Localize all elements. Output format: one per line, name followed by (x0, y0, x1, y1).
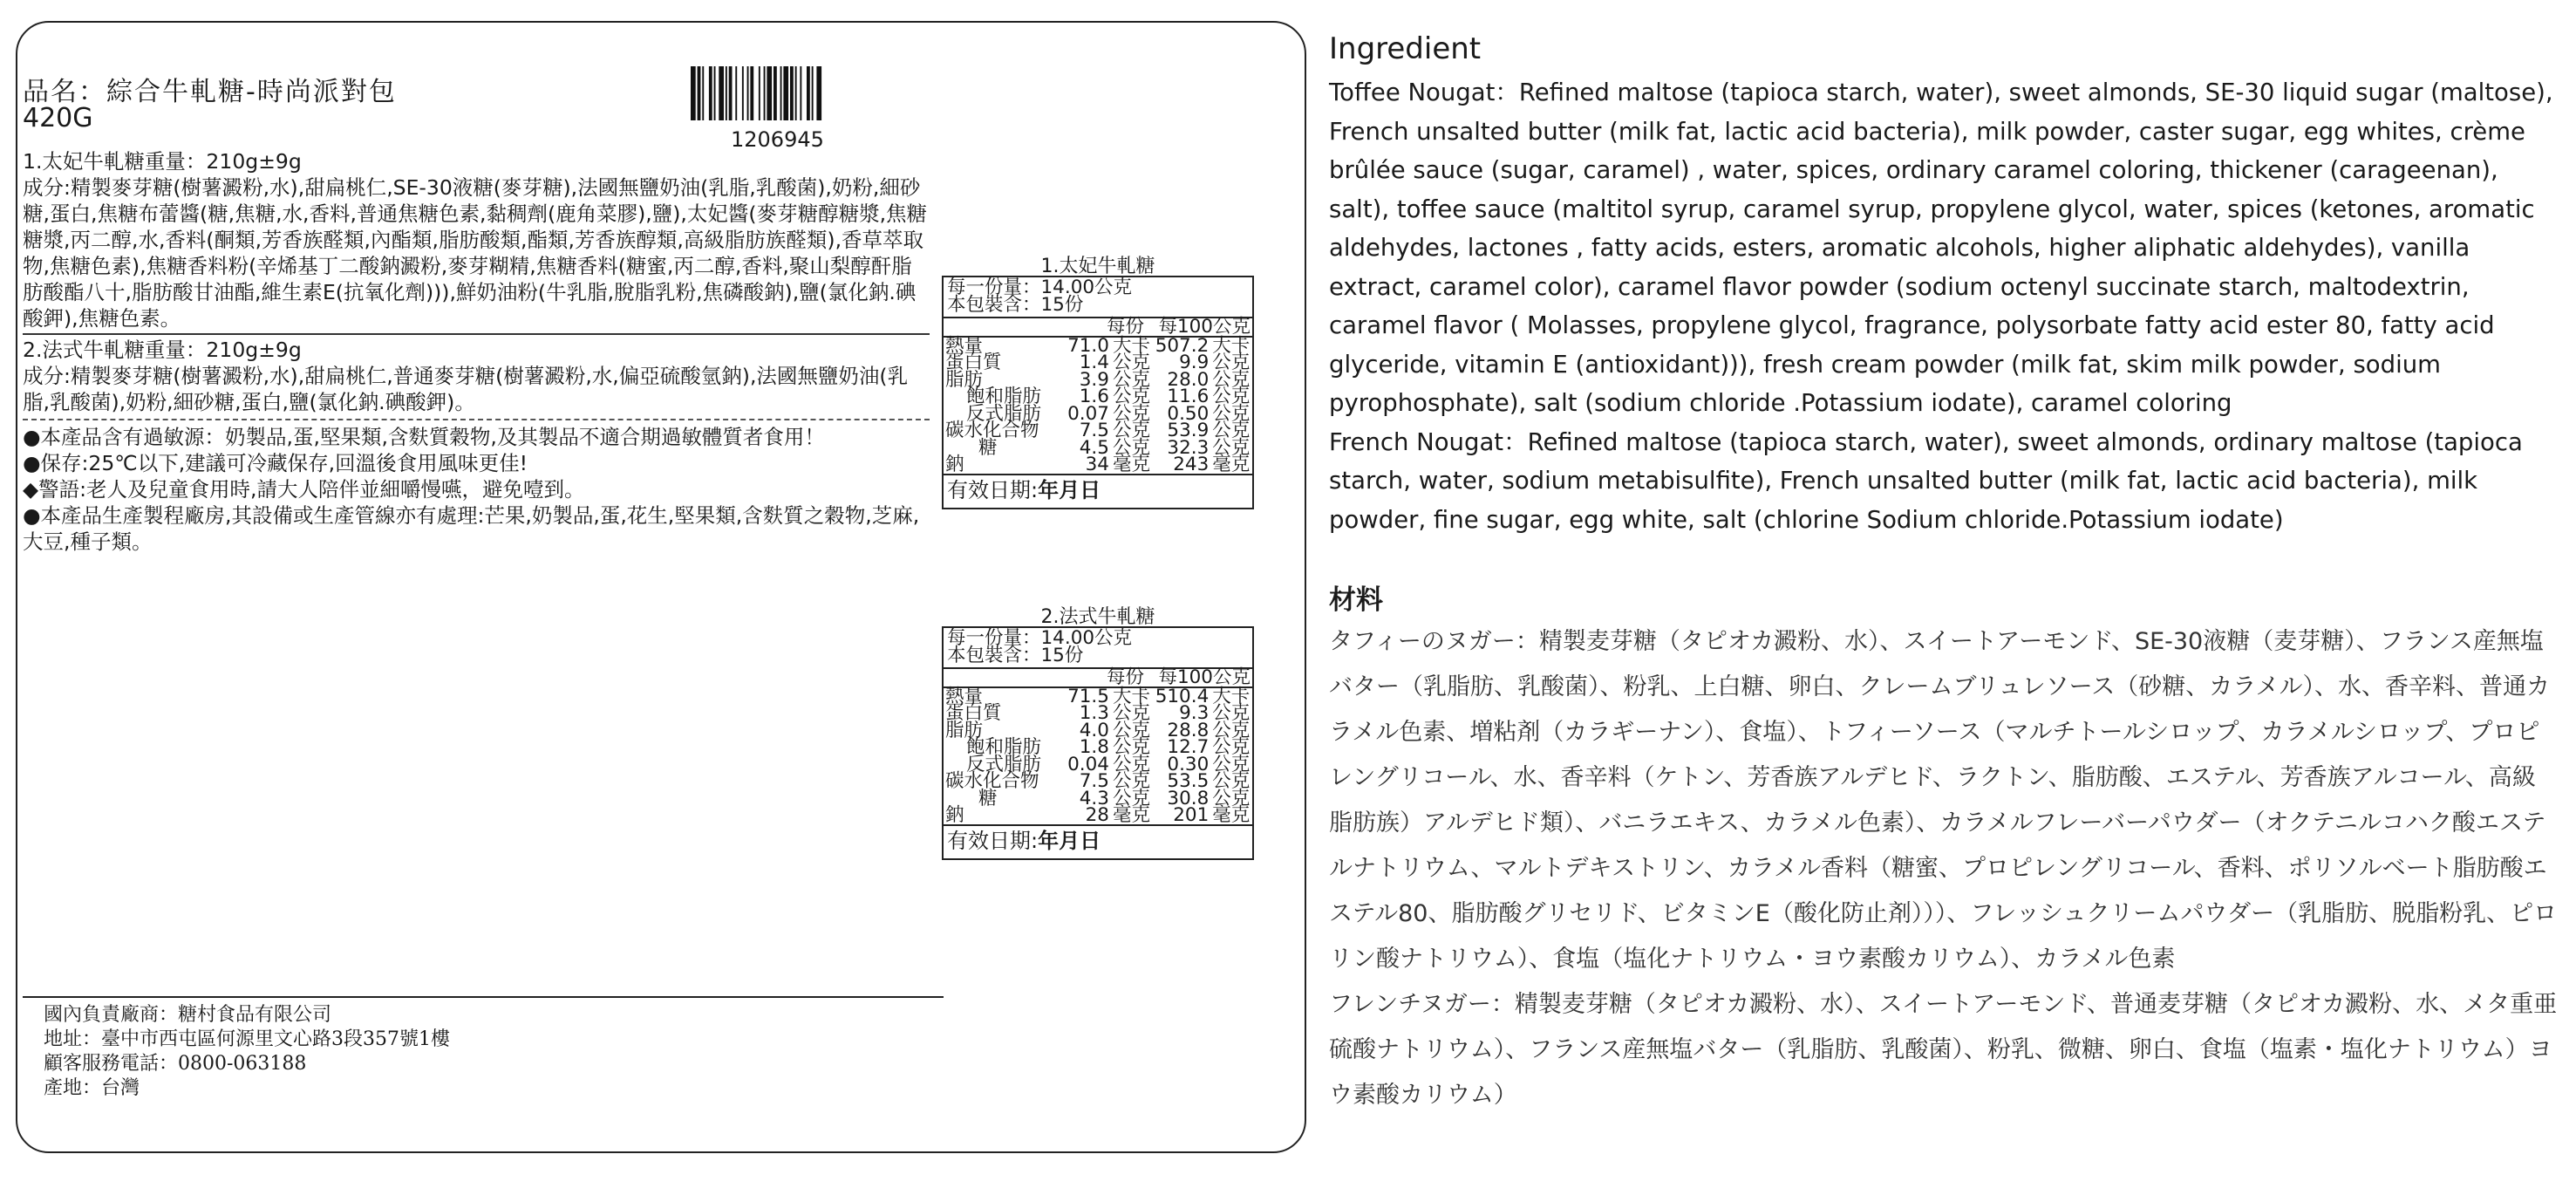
per-serving-unit: 公克 (1112, 368, 1150, 391)
barcode-bar (795, 66, 797, 120)
barcode-bar (800, 66, 801, 120)
serving-size: 每一份量：14.00公克 (947, 627, 1133, 649)
per-100g-unit: 大卡 (1212, 685, 1251, 707)
per-100g-value: 9.3 (1179, 702, 1210, 724)
per-100g-unit: 公克 (1212, 719, 1251, 741)
per-serving-value: 71.5 (1067, 685, 1109, 707)
english-ingredient-title: Ingredient (1329, 31, 1482, 66)
per-100g-value: 30.8 (1167, 787, 1210, 809)
barcode-bar (729, 66, 733, 120)
per-100g-value: 201 (1173, 804, 1210, 826)
per-serving-unit: 公克 (1112, 787, 1150, 809)
per-100g-unit: 公克 (1212, 753, 1251, 775)
nutrient-rows (944, 685, 1252, 826)
per-100g-unit: 公克 (1212, 420, 1251, 441)
nutrient-row (944, 456, 1252, 474)
nutrient-name: 碳水化合物 (945, 770, 1039, 792)
expiry-date (944, 474, 1252, 509)
factory-notice: ●本產品生產製程廠房,其設備或生產管線亦有處理:芒果,奶製品,蛋,花生,堅果類,含麩質之穀物,芝麻,大豆,種子類。 (23, 503, 920, 554)
per-serving-value: 0.04 (1067, 753, 1109, 775)
storage-notice: ●保存:25℃以下,建議可冷藏保存,回溫後食用風味更佳! (23, 451, 528, 475)
per-100g-unit: 毫克 (1212, 454, 1251, 475)
nutrient-name: 熱量 (945, 334, 984, 357)
nutrient-name: 反式脂肪 (966, 402, 1042, 425)
japanese-ingredient-text (1329, 619, 2559, 1118)
barcode-bar (742, 66, 744, 120)
barcode-bar (691, 66, 696, 120)
per-serving-value: 34 (1085, 454, 1109, 475)
nutrient-name: 蛋白質 (945, 702, 1002, 724)
japanese-ingredient-title: 材料 (1329, 584, 1383, 616)
barcode-bar (698, 66, 701, 120)
expiry-value: 年月日 (1038, 477, 1101, 502)
barcode-bar (764, 66, 766, 120)
per-100g-value: 12.7 (1167, 736, 1210, 758)
per-serving-unit: 大卡 (1112, 685, 1150, 707)
expiry-value: 年月日 (1038, 828, 1101, 853)
per-100g-value: 53.5 (1167, 770, 1210, 792)
per-100g-unit: 公克 (1212, 436, 1251, 459)
barcode-bar (773, 66, 777, 120)
footer-divider (23, 996, 944, 998)
per-serving-unit: 公克 (1112, 719, 1150, 741)
barcode (691, 66, 865, 136)
nutrient-name: 脂肪 (945, 368, 984, 391)
nutrition-table-french (942, 626, 1254, 860)
label-text-block (23, 148, 930, 555)
per-serving-unit: 公克 (1112, 736, 1150, 758)
nutrient-name: 糖 (978, 787, 998, 809)
per-serving-value: 3.9 (1079, 368, 1109, 391)
nutrient-name: 反式脂肪 (966, 753, 1042, 775)
per-serving-value: 0.07 (1067, 402, 1109, 425)
english-ingredient-text (1329, 73, 2559, 539)
per-serving-unit: 公克 (1112, 402, 1150, 425)
nutrient-name: 飽和脂肪 (966, 736, 1042, 758)
customer-phone: 顧客服務電話：0800-063188 (44, 1053, 307, 1075)
barcode-bar (747, 66, 749, 120)
nutrition-table-toffee (942, 276, 1254, 509)
nutrient-name: 鈉 (945, 454, 964, 475)
per-100g-unit: 公克 (1212, 702, 1251, 724)
nutrient-name: 碳水化合物 (945, 420, 1039, 441)
allergy-notice: ●本產品含有過敏源：奶製品,蛋,堅果類,含麩質穀物,及其製品不適合期過敏體質者食用！ (23, 425, 825, 449)
expiry-date (944, 824, 1252, 859)
country-of-origin: 產地：台灣 (44, 1077, 140, 1099)
barcode-bar (714, 66, 716, 120)
per-serving-value: 1.8 (1079, 736, 1109, 758)
per-100g-unit: 公克 (1212, 736, 1251, 758)
col-per-serving: 每份 (1106, 666, 1144, 688)
company-address: 地址：臺中市西屯區何源里文心路3段357號1樓 (44, 1028, 450, 1050)
per-100g-unit: 公克 (1212, 352, 1251, 373)
per-100g-value: 0.30 (1167, 753, 1210, 775)
toffee-ingredients: 成分:精製麥芽糖(樹薯澱粉,水),甜扁桃仁,SE-30液糖(麥芽糖),法國無鹽奶油(乳脂,乳酸菌),奶粉,細砂糖,蛋白,焦糖布蕾醬(糖,焦糖,水,香料,普通焦糖色素,黏稠劑(鹿角菜膠),鹽),太妃醬(麥芽糖醇糖漿,焦糖糖漿,丙二醇,水,香料(酮類,芳香族醛類,內酯類,脂肪酸類,酯類,芳香族醇類,高級脂肪族醛類),香草萃取物,焦糖色素),焦糖香料粉(辛烯基丁二酸鈉澱粉,麥芽糊精,焦糖香料(糖蜜,丙二醇,香料,聚山梨醇酐脂肪酸酯八十,脂肪酸甘油酯,維生素E(抗氧化劑))),鮮奶油粉(牛乳脂,脫脂乳粉,焦磷酸鈉),鹽(氯化鈉.碘酸鉀),焦糖色素。 (23, 175, 928, 331)
per-serving-value: 1.6 (1079, 386, 1109, 407)
barcode-bar (735, 66, 737, 120)
dashed-divider (23, 419, 930, 420)
barcode-bar (816, 66, 821, 120)
nutrient-name: 熱量 (945, 685, 984, 707)
per-100g-value: 510.4 (1155, 685, 1210, 707)
per-100g-unit: 公克 (1212, 787, 1251, 809)
product-name: 品名：綜合牛軋糖-時尚派對包 (23, 77, 397, 107)
barcode-bar (750, 66, 753, 120)
col-per-100g: 每100公克 (1158, 316, 1251, 338)
barcode-bar (780, 66, 782, 120)
per-serving-value: 4.3 (1079, 787, 1109, 809)
per-serving-unit: 公克 (1112, 702, 1150, 724)
notice-list (23, 424, 930, 555)
expiry-label: 有效日期: (947, 828, 1039, 853)
barcode-number: 1206945 (731, 127, 824, 152)
per-serving-value: 28 (1085, 804, 1109, 826)
per-100g-unit: 公克 (1212, 770, 1251, 792)
per-100g-value: 9.9 (1179, 352, 1210, 373)
manufacturer-info (44, 1003, 450, 1101)
barcode-bar (807, 66, 810, 120)
per-100g-value: 0.50 (1167, 402, 1210, 425)
per-serving-unit: 公克 (1112, 352, 1150, 373)
japanese-toffee-ingredients: タフィーのヌガー：精製麦芽糖（タピオカ澱粉、水）、スイートアーモンド、SE-30液糖（麦芽糖）、フランス産無塩バター（乳脂肪、乳酸菌）、粉乳、上白糖、卵白、クレームブリュレソース（砂糖、カラメル）、水、香辛料、普通カラメル色素、増粘剤（カラギーナン）、食塩）、トフィーソース（マルチトールシロップ、カラメルシロップ、プロピレングリコール、水、香辛料（ケトン、芳香族アルデヒド、ラクトン、脂肪酸、エステル、芳香族アルコール、高級脂肪族）アルデヒド類）、バニラエキス、カラメル色素）、カラメルフレーバーパウダー（オクテニルコハク酸エステルナトリウム、マルトデキストリン、カラメル香料（糖蜜、プロピレングリコール、香料、ポリソルベート脂肪酸エステル80、脂肪酸グリセリド、ビタミンE（酸化防止剤）））、フレッシュクリームパウダー（乳脂肪、脱脂粉乳、ピロリン酸ナトリウム）、食塩（塩化ナトリウム・ヨウ素酸カリウム）、カラメル色素 (1329, 628, 2558, 973)
nutrient-name: 糖 (978, 436, 998, 459)
col-per-serving: 每份 (1106, 316, 1144, 338)
per-100g-unit: 毫克 (1212, 804, 1251, 826)
per-100g-value: 507.2 (1155, 334, 1210, 357)
per-serving-value: 4.5 (1079, 436, 1109, 459)
per-100g-unit: 公克 (1212, 402, 1251, 425)
nutrient-name: 鈉 (945, 804, 964, 826)
barcode-bar (702, 66, 704, 120)
french-ingredients: 成分:精製麥芽糖(樹薯澱粉,水),甜扁桃仁,普通麥芽糖(樹薯澱粉,水,偏亞硫酸氫鈉),法國無鹽奶油(乳脂,乳酸菌),奶粉,細砂糖,蛋白,鹽(氯化鈉.碘酸鉀)。 (23, 364, 909, 414)
toffee-weight: 1.太妃牛軋糖重量：210g±9g (23, 149, 302, 174)
barcode-bar (719, 66, 724, 120)
barcode-bar (726, 66, 727, 120)
company-name: 國內負責廠商：糖村食品有限公司 (44, 1004, 332, 1026)
per-100g-unit: 公克 (1212, 386, 1251, 407)
barcode-bar (709, 66, 712, 120)
english-french-ingredients: French Nougat：Refined maltose (tapioca starch, water), sweet almonds, ordinary maltose (tapioca starch, water, sodium metabisulfite), French unsalted butter (milk fat, lactic acid bacteria), milk powder, fine sugar, egg white, salt (chlorine Sodium chloride.Potassium iodate) (1329, 427, 2523, 534)
per-serving-unit: 公克 (1112, 386, 1150, 407)
per-serving-value: 71.0 (1067, 334, 1109, 357)
per-100g-value: 11.6 (1167, 386, 1210, 407)
expiry-label: 有效日期: (947, 477, 1039, 502)
per-serving-unit: 公克 (1112, 436, 1150, 459)
per-100g-value: 53.9 (1167, 420, 1210, 441)
servings-per-pack: 本包裝含：15份 (947, 293, 1084, 316)
per-serving-unit: 公克 (1112, 420, 1150, 441)
nutrient-name: 脂肪 (945, 719, 984, 741)
japanese-french-ingredients: フレンチヌガー：精製麦芽糖（タピオカ澱粉、水）、スイートアーモンド、普通麦芽糖（タピオカ澱粉、水、メタ重亜硫酸ナトリウム）、フランス産無塩バター（乳脂肪、乳酸菌）、粉乳、微糖、卵白、食塩（塩素・塩化ナトリウム）ヨウ素酸カリウム） (1329, 991, 2558, 1109)
nutrient-name: 飽和脂肪 (966, 386, 1042, 407)
per-100g-value: 28.8 (1167, 719, 1210, 741)
per-100g-value: 32.3 (1167, 436, 1210, 459)
nutrition-title-french: 2.法式牛軋糖 (1040, 606, 1155, 628)
nutrient-name: 蛋白質 (945, 352, 1002, 373)
english-toffee-ingredients: Toffee Nougat：Refined maltose (tapioca starch, water), sweet almonds, SE-30 liquid sugar (maltose), French unsalted butter (milk fat, lactic acid bacteria), milk powder, caster sugar, egg whites, crème brûlée sauce (sugar, caramel) , water, spices, ordinary caramel coloring, thickener (carageenan), salt), toffee sauce (maltitol syrup, caramel syrup, propylene glycol, water, spices (ketones, aromatic aldehydes, lactones , fatty acids, esters, aromatic alcohols, higher aliphatic aldehydes), vanilla extract, caramel color), caramel flavor powder (sodium octenyl succinate starch, maltodextrin, caramel flavor ( Molasses, propylene glycol, fragrance, polysorbate fatty acid ester 80, fatty acid glyceride, vitamin E (antioxidant))), fresh cream powder (milk fat, skim milk powder, sodium pyrophosphate), salt (sodium chloride .Potassium iodate), caramel coloring (1329, 79, 2553, 417)
per-serving-unit: 毫克 (1112, 804, 1150, 826)
net-weight: 420G (23, 103, 93, 133)
nutrition-title-toffee: 1.太妃牛軋糖 (1040, 256, 1155, 277)
divider (23, 333, 930, 335)
per-100g-value: 243 (1173, 454, 1210, 475)
french-weight: 2.法式牛軋糖重量：210g±9g (23, 338, 302, 362)
barcode-bar (790, 66, 794, 120)
warning-notice: ◆警語:老人及兒童食用時,請大人陪伴並細嚼慢嚥，避免噎到。 (23, 477, 585, 502)
col-per-100g: 每100公克 (1158, 666, 1251, 688)
per-serving-unit: 公克 (1112, 753, 1150, 775)
barcode-bar (783, 66, 788, 120)
per-100g-value: 28.0 (1167, 368, 1210, 391)
per-serving-value: 7.5 (1079, 770, 1109, 792)
per-100g-unit: 公克 (1212, 368, 1251, 391)
nutrient-row (944, 807, 1252, 824)
nutrient-rows (944, 334, 1252, 475)
per-serving-value: 7.5 (1079, 420, 1109, 441)
barcode-bar (759, 66, 760, 120)
per-serving-unit: 大卡 (1112, 334, 1150, 357)
servings-per-pack: 本包裝含：15份 (947, 644, 1084, 666)
per-serving-value: 1.3 (1079, 702, 1109, 724)
per-serving-value: 4.0 (1079, 719, 1109, 741)
barcode-bar (812, 66, 814, 120)
per-100g-unit: 大卡 (1212, 334, 1251, 357)
serving-size: 每一份量：14.00公克 (947, 277, 1133, 298)
per-serving-value: 1.4 (1079, 352, 1109, 373)
per-serving-unit: 毫克 (1112, 454, 1150, 475)
per-serving-unit: 公克 (1112, 770, 1150, 792)
barcode-bar (767, 66, 772, 120)
